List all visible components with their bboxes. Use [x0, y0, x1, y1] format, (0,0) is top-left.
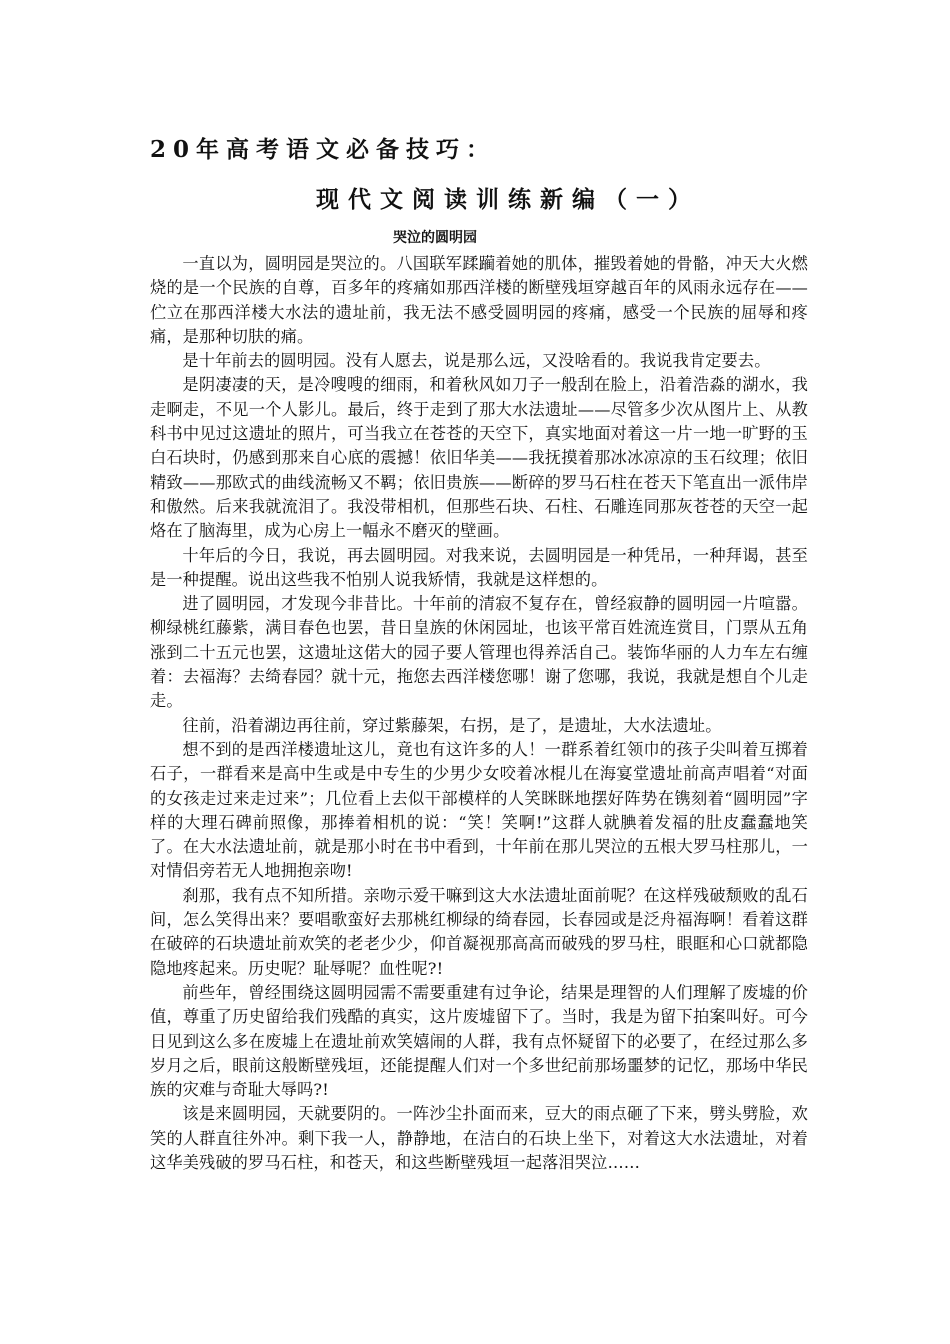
paragraph-6: 往前，沿着湖边再往前，穿过紫藤架，右拐，是了，是遗址，大水法遗址。: [182, 715, 722, 735]
paragraph-3: 是阴凄凄的天，是冷嗖嗖的细雨，和着秋风如刀子一般刮在脸上，沿着浩淼的湖水，我走啊走，不见一个人影儿。最后，终于走到了那大水法遗址——尽管多少次从图片上、从教科书中见过这遗址的照片，可当我立在苍苍的天空下，真实地面对着这一片一地一旷野的玉白石块时，仍感到那来自心底的震撼！依旧华美——我抚摸着那冰冰凉凉的玉石纹理；依旧精致——那欧式的曲线流畅又不羁；依旧贵族——断碎的罗马石柱在苍天下笔直出一派伟岸和傲然。后来我就流泪了。我没带相机，但那些石块、石柱、石雕连同那灰苍苍的天空一起烙在了脑海里，成为心房上一幅永不磨灭的壁画。: [150, 375, 808, 541]
paragraph-10: 该是来圆明园，天就要阴的。一阵沙尘扑面而来，豆大的雨点砸了下来，劈头劈脸，欢笑的人群直往外冲。剩下我一人，静静地，在洁白的石块上坐下，对着这大水法遗址，对着这华美残破的罗马石柱，和苍天，和这些断壁残垣一起落泪哭泣……: [150, 1104, 808, 1172]
paragraph-8: 刹那，我有点不知所措。亲吻示爱干嘛到这大水法遗址面前呢？在这样残破颓败的乱石间，怎么笑得出来？要唱歌蛮好去那桃红柳绿的绮春园，长春园或是泛舟福海啊！看着这群在破碎的石块遗址前欢笑的老老少少，仰首凝视那高高而破残的罗马柱，眼眶和心口就都隐隐地疼起来。历史呢？耻辱呢？血性呢?!: [150, 885, 808, 978]
document-subtitle: 现代文阅读训练新编（一）: [316, 186, 700, 213]
paragraph-7: 想不到的是西洋楼遗址这儿，竟也有这许多的人！一群系着红领巾的孩子尖叫着互掷着石子，一群看来是高中生或是中专生的少男少女咬着冰棍儿在海宴堂遗址前高声唱着“对面的女孩走过来走过来”；几位看上去似干部模样的人笑眯眯地摆好阵势在镌刻着“圆明园”字样的大理石碑前照像，那捧着相机的说：“笑！笑啊!”这群人就腆着发福的肚皮蠢蠢地笑了。在大水法遗址前，就是那小时在书中看到，十年前在那儿哭泣的五根大罗马柱那儿，一对情侣旁若无人地拥抱亲吻!: [150, 739, 808, 881]
document-title: 20年高考语文必备技巧：: [150, 136, 497, 163]
essay-body: [150, 252, 808, 1175]
paragraph-1: 一直以为，圆明园是哭泣的。八国联军蹂躏着她的肌体，摧毁着她的骨骼，冲天大火燃烧的是一个民族的自尊，百多年的疼痛如那西洋楼的断壁残垣穿越百年的风雨永远存在——伫立在那西洋楼大水法的遗址前，我无法不感受圆明园的疼痛，感受一个民族的屈辱和疼痛，是那种切肤的痛。: [150, 254, 808, 346]
essay-title: 哭泣的圆明园: [393, 230, 477, 246]
paragraph-9: 前些年，曾经围绕这圆明园需不需要重建有过争论，结果是理智的人们理解了废墟的价值，尊重了历史留给我们残酷的真实，这片废墟留下了。当时，我是为留下拍案叫好。可今日见到这么多在废墟上在遗址前欢笑嬉闹的人群，我有点怀疑留下的必要了，在经过那么多岁月之后，眼前这般断壁残垣，还能提醒人们对一个多世纪前那场噩梦的记忆，那场中华民族的灾难与奇耻大辱吗?!: [150, 982, 808, 1100]
paragraph-4: 十年后的今日，我说，再去圆明园。对我来说，去圆明园是一种凭吊，一种拜谒，甚至是一种提醒。说出这些我不怕别人说我矫情，我就是这样想的。: [150, 545, 808, 589]
paragraph-5: 进了圆明园，才发现今非昔比。十年前的清寂不复存在，曾经寂静的圆明园一片喧嚣。柳绿桃红藤紫，满目春色也罢，昔日皇族的休闲园址，也该平常百姓流连赏目，门票从五角涨到二十五元也罢，这遗址这偌大的园子要人管理也得养活自己。装饰华丽的人力车左右缠着：去福海？去绮春园？就十元，拖您去西洋楼您哪！谢了您哪，我说，我就是想自个儿走走。: [150, 594, 808, 711]
paragraph-2: 是十年前去的圆明园。没有人愿去，说是那么远，又没啥看的。我说我肯定要去。: [182, 351, 771, 371]
